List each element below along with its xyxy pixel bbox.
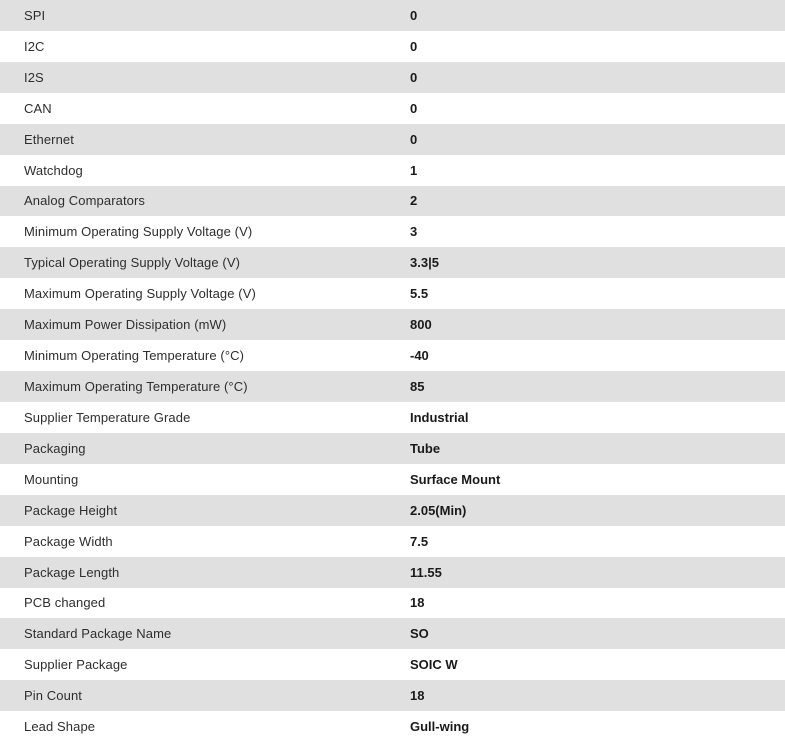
spec-value: 2	[410, 193, 418, 209]
spec-value: 18	[410, 688, 425, 704]
spec-value: 0	[410, 7, 418, 23]
spec-value: 3	[410, 224, 418, 240]
spec-label: Pin Count	[24, 688, 82, 704]
table-row	[0, 278, 785, 309]
spec-label: Maximum Operating Supply Voltage (V)	[24, 286, 256, 302]
spec-value: 0	[410, 100, 418, 116]
spec-value: 0	[410, 38, 418, 54]
table-row	[0, 402, 785, 433]
table-row	[0, 680, 785, 711]
spec-label: PCB changed	[24, 595, 106, 611]
spec-value: -40	[410, 348, 429, 364]
spec-label: Typical Operating Supply Voltage (V)	[24, 255, 241, 271]
table-row	[0, 711, 785, 742]
spec-label: Package Width	[24, 533, 113, 549]
spec-label: Ethernet	[24, 131, 74, 147]
spec-value: 1	[410, 162, 418, 178]
table-row	[0, 340, 785, 371]
table-row	[0, 124, 785, 155]
table-row	[0, 216, 785, 247]
spec-value: SOIC W	[410, 657, 458, 673]
spec-value: 2.05(Min)	[410, 502, 467, 518]
spec-label: Lead Shape	[24, 719, 96, 735]
spec-label: Package Length	[24, 564, 120, 580]
spec-label: Minimum Operating Temperature (°C)	[24, 348, 245, 364]
spec-value: 3.3|5	[410, 255, 439, 271]
spec-label: Package Height	[24, 502, 118, 518]
table-row	[0, 588, 785, 619]
spec-value: Surface Mount	[410, 471, 501, 487]
spec-label: Maximum Power Dissipation (mW)	[24, 317, 227, 333]
table-row	[0, 371, 785, 402]
spec-value: 11.55	[410, 564, 442, 580]
spec-value: Tube	[410, 440, 441, 456]
spec-label: Standard Package Name	[24, 626, 172, 642]
table-row	[0, 649, 785, 680]
spec-value: 18	[410, 595, 425, 611]
spec-label: Minimum Operating Supply Voltage (V)	[24, 224, 253, 240]
spec-label: I2C	[24, 38, 45, 54]
table-row	[0, 464, 785, 495]
spec-label: Packaging	[24, 440, 86, 456]
spec-label: Supplier Temperature Grade	[24, 409, 191, 425]
table-row	[0, 618, 785, 649]
spec-label: Mounting	[24, 471, 79, 487]
table-row	[0, 186, 785, 217]
spec-value: SO	[410, 626, 429, 642]
table-row	[0, 433, 785, 464]
spec-value: 85	[410, 379, 425, 395]
table-row	[0, 0, 785, 31]
table-row	[0, 557, 785, 588]
table-row	[0, 526, 785, 557]
table-row	[0, 93, 785, 124]
spec-label: I2S	[24, 69, 44, 85]
spec-value: Industrial	[410, 409, 469, 425]
spec-value: Gull-wing	[410, 719, 470, 735]
table-row	[0, 309, 785, 340]
spec-value: 800	[410, 317, 432, 333]
spec-label: Analog Comparators	[24, 193, 146, 209]
spec-label: SPI	[24, 7, 46, 23]
spec-label: Supplier Package	[24, 657, 128, 673]
spec-label: Watchdog	[24, 162, 83, 178]
spec-value: 0	[410, 69, 418, 85]
spec-label: CAN	[24, 100, 52, 116]
spec-value: 7.5	[410, 533, 429, 549]
table-row	[0, 31, 785, 62]
table-row	[0, 155, 785, 186]
table-row	[0, 247, 785, 278]
spec-value: 5.5	[410, 286, 429, 302]
table-row	[0, 495, 785, 526]
table-row	[0, 62, 785, 93]
spec-value: 0	[410, 131, 418, 147]
spec-label: Maximum Operating Temperature (°C)	[24, 379, 248, 395]
